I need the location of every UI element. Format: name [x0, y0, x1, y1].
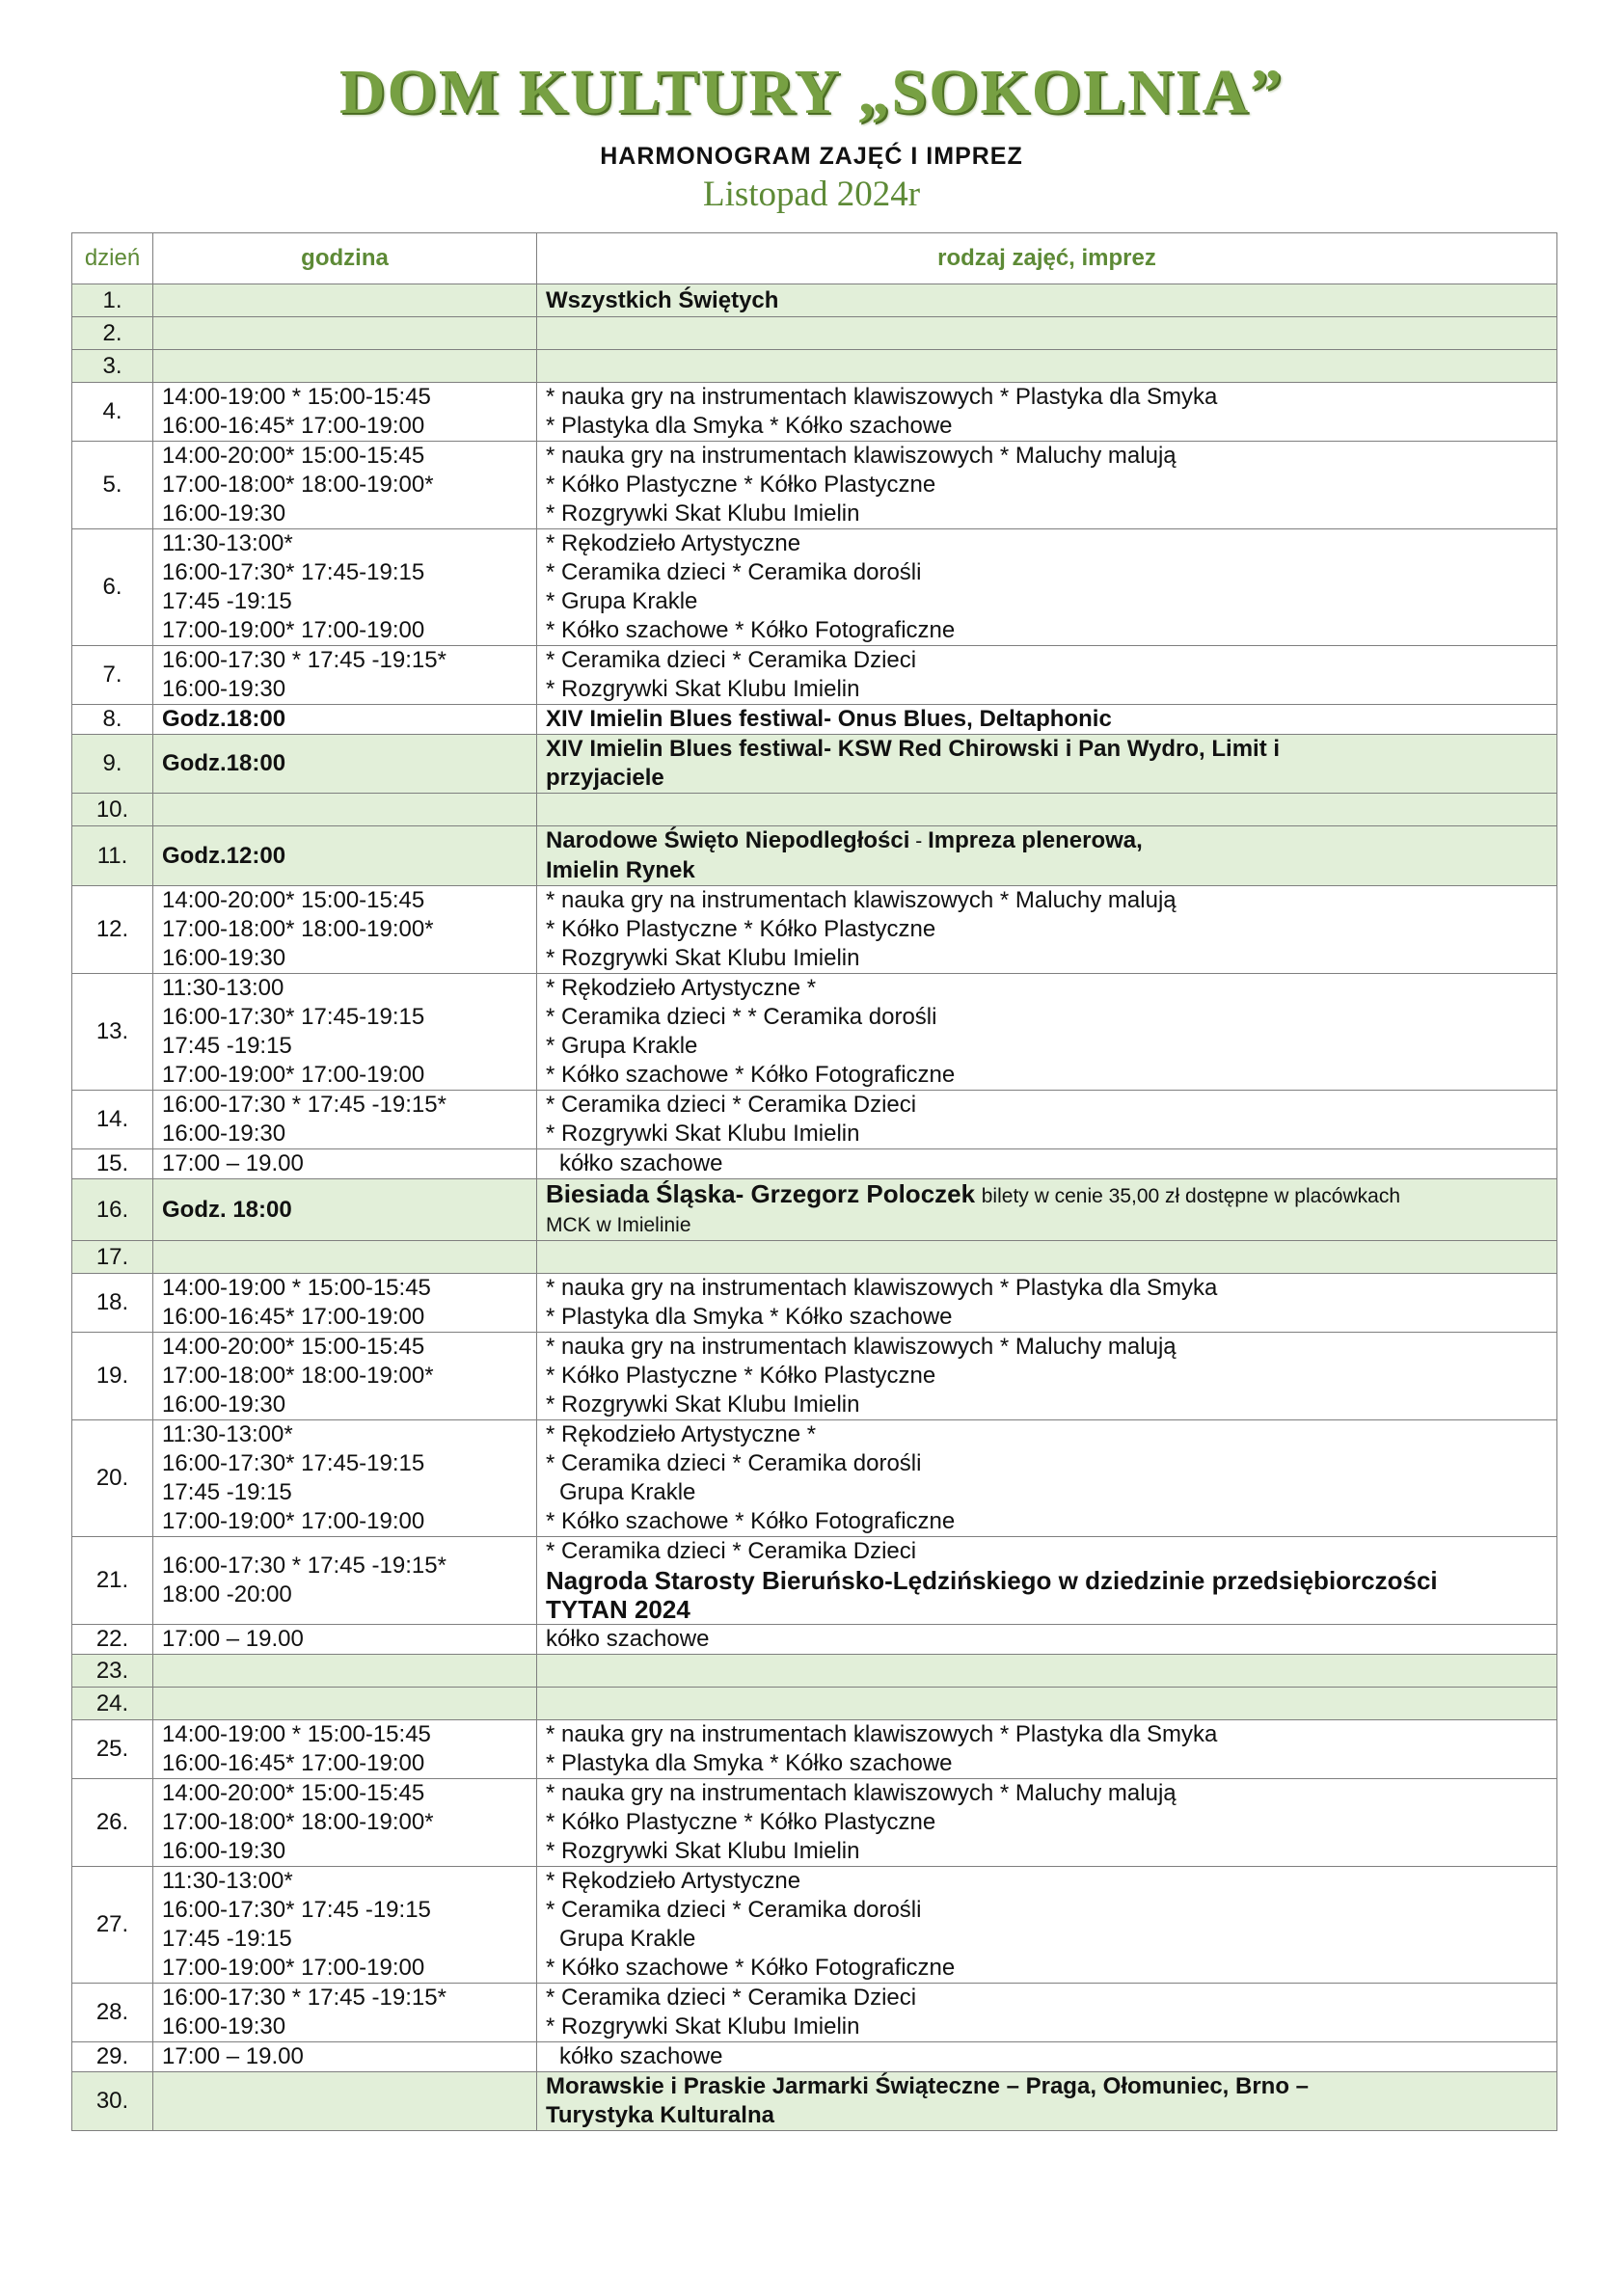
table-row [72, 1625, 1557, 1655]
day-cell: 20. [72, 1420, 153, 1537]
activity-cell [537, 1655, 1557, 1688]
activity-line: * Rozgrywki Skat Klubu Imielin [546, 676, 860, 702]
hour-line: 17:00-19:00* 17:00-19:00 [162, 1955, 425, 1981]
activity-line: * nauka gry na instrumentach klawiszowych * Maluchy malują [546, 1780, 1177, 1806]
hour-cell [153, 317, 537, 350]
hour-line: 16:00-19:30 [162, 1121, 286, 1147]
activity-cell [537, 1241, 1557, 1274]
day-cell: 22. [72, 1625, 153, 1655]
day-cell: 14. [72, 1091, 153, 1149]
activity-cell: XIV Imielin Blues festiwal- Onus Blues, Deltaphonic [537, 705, 1557, 735]
column-header-hour: godzina [153, 233, 537, 284]
day-cell: 8. [72, 705, 153, 735]
hour-line: 11:30-13:00* [162, 1421, 293, 1447]
hour-cell: 17:00 – 19.00 [153, 1625, 537, 1655]
hour-cell [153, 1720, 537, 1779]
activity-line: * Ceramika dzieci * Ceramika Dzieci [546, 647, 917, 673]
table-row [72, 1420, 1557, 1537]
day-cell: 13. [72, 974, 153, 1091]
hour-line: 17:00-18:00* 18:00-19:00* [162, 1363, 434, 1389]
hour-line: 17:00-18:00* 18:00-19:00* [162, 916, 434, 942]
table-row [72, 1241, 1557, 1274]
hour-line: 16:00-16:45* 17:00-19:00 [162, 1750, 425, 1776]
hour-cell: Godz.18:00 [153, 705, 537, 735]
activity-line: * Ceramika dzieci * Ceramika dorośli [546, 559, 922, 585]
hour-cell [153, 1333, 537, 1420]
activity-cell [537, 442, 1557, 529]
activity-cell [537, 1867, 1557, 1984]
activity-line: * Rękodzieło Artystyczne * [546, 975, 817, 1001]
day-cell: 29. [72, 2042, 153, 2072]
hour-cell [153, 1420, 537, 1537]
table-row [72, 735, 1557, 794]
hour-line: 16:00-17:30* 17:45-19:15 [162, 1004, 425, 1030]
activity-line: kółko szachowe [559, 1150, 723, 1176]
activity-cell [537, 350, 1557, 383]
table-row [72, 886, 1557, 974]
hour-line: 16:00-16:45* 17:00-19:00 [162, 1304, 425, 1330]
table-row [72, 705, 1557, 735]
activity-cell: kółko szachowe [537, 1625, 1557, 1655]
hour-line: 16:00-17:30* 17:45-19:15 [162, 559, 425, 585]
ticket-info: bilety w cenie 35,00 zł dostępne w placówkach [981, 1185, 1401, 1207]
hour-cell [153, 1779, 537, 1867]
schedule-table [71, 232, 1557, 2131]
day-cell: 30. [72, 2072, 153, 2131]
hour-line: 17:45 -19:15 [162, 1479, 292, 1505]
table-row [72, 1688, 1557, 1720]
hour-line: 14:00-20:00* 15:00-15:45 [162, 1334, 425, 1360]
activity-line: * Grupa Krakle [546, 588, 698, 614]
hour-cell [153, 646, 537, 705]
activity-cell [537, 1333, 1557, 1420]
hour-cell [153, 442, 537, 529]
hour-cell [153, 284, 537, 317]
activity-line [546, 1478, 1548, 1507]
activity-cell [537, 1420, 1557, 1537]
day-cell: 26. [72, 1779, 153, 1867]
hour-cell [153, 794, 537, 826]
activity-line: * Rozgrywki Skat Klubu Imielin [546, 1838, 860, 1864]
column-header-activity: rodzaj zajęć, imprez [537, 233, 1557, 284]
table-row [72, 1091, 1557, 1149]
hour-line: 11:30-13:00* [162, 530, 293, 556]
activity-line: * Rękodzieło Artystyczne [546, 1868, 801, 1894]
hour-cell [153, 529, 537, 646]
hour-line: 16:00-17:30 * 17:45 -19:15* [162, 1985, 446, 2011]
activity-line: * nauka gry na instrumentach klawiszowych * Maluchy malują [546, 443, 1177, 469]
hour-line: 16:00-19:30 [162, 500, 286, 527]
day-cell: 7. [72, 646, 153, 705]
hour-cell [153, 1655, 537, 1688]
hour-line: 16:00-19:30 [162, 1391, 286, 1418]
table-row [72, 1179, 1557, 1241]
activity-line: Imielin Rynek [546, 857, 695, 883]
hour-line: 16:00-19:30 [162, 945, 286, 971]
event-type: Impreza plenerowa, [928, 827, 1143, 853]
activity-text: Grupa Krakle [559, 1926, 696, 1952]
activity-line: * Rozgrywki Skat Klubu Imielin [546, 1121, 860, 1147]
table-row [72, 974, 1557, 1091]
activity-cell [537, 646, 1557, 705]
activity-cell [537, 2072, 1557, 2131]
hour-line: 14:00-19:00 * 15:00-15:45 [162, 1275, 431, 1301]
activity-cell [537, 1091, 1557, 1149]
activity-line: * nauka gry na instrumentach klawiszowych * Maluchy malują [546, 887, 1177, 913]
activity-line: * nauka gry na instrumentach klawiszowych * Plastyka dla Smyka [546, 1275, 1218, 1301]
hour-cell [153, 1091, 537, 1149]
hour-cell [153, 974, 537, 1091]
table-row [72, 2042, 1557, 2072]
page-subtitle: HARMONOGRAM ZAJĘĆ I IMPREZ [600, 143, 1023, 170]
hour-line: 16:00-17:30* 17:45-19:15 [162, 1450, 425, 1476]
activity-line: * Rozgrywki Skat Klubu Imielin [546, 2013, 860, 2039]
activity-line: * Ceramika dzieci * Ceramika dorośli [546, 1450, 922, 1476]
day-cell: 4. [72, 383, 153, 442]
hour-cell [153, 1688, 537, 1720]
table-row [72, 2072, 1557, 2131]
page-title: DOM KULTURY „SOKOLNIA” [338, 57, 1285, 127]
activity-cell [537, 1984, 1557, 2042]
day-cell: 9. [72, 735, 153, 794]
hour-line: 17:00-18:00* 18:00-19:00* [162, 1809, 434, 1835]
table-row [72, 1984, 1557, 2042]
hour-cell: 17:00 – 19.00 [153, 2042, 537, 2072]
day-cell: 5. [72, 442, 153, 529]
column-header-day: dzień [72, 233, 153, 284]
activity-line: * Kółko szachowe * Kółko Fotograficzne [546, 617, 956, 643]
hour-cell: Godz.12:00 [153, 826, 537, 886]
activity-text: Grupa Krakle [559, 1479, 696, 1505]
table-row [72, 1720, 1557, 1779]
hour-line: 17:45 -19:15 [162, 1926, 292, 1952]
hour-line: 14:00-19:00 * 15:00-15:45 [162, 384, 431, 410]
activity-line: * Kółko Plastyczne * Kółko Plastyczne [546, 1363, 936, 1389]
activity-line: * Kółko szachowe * Kółko Fotograficzne [546, 1508, 956, 1534]
day-cell: 1. [72, 284, 153, 317]
activity-line: * Kółko Plastyczne * Kółko Plastyczne [546, 472, 936, 498]
activity-cell [537, 826, 1557, 886]
activity-line: * Plastyka dla Smyka * Kółko szachowe [546, 413, 953, 439]
activity-line: * nauka gry na instrumentach klawiszowych * Plastyka dla Smyka [546, 384, 1218, 410]
activity-line: * Kółko szachowe * Kółko Fotograficzne [546, 1062, 956, 1088]
activity-line: * Kółko Plastyczne * Kółko Plastyczne [546, 916, 936, 942]
hour-cell [153, 1537, 537, 1625]
hour-line: 17:45 -19:15 [162, 1033, 292, 1059]
activity-line: * Plastyka dla Smyka * Kółko szachowe [546, 1750, 953, 1776]
event-name: Biesiada Śląska- Grzegorz Poloczek [546, 1179, 976, 1208]
table-row [72, 1867, 1557, 1984]
activity-line [546, 826, 1548, 856]
table-row [72, 317, 1557, 350]
activity-line: * Grupa Krakle [546, 1033, 698, 1059]
day-cell: 2. [72, 317, 153, 350]
activity-line: Turystyka Kulturalna [546, 2102, 774, 2128]
activity-line: * Plastyka dla Smyka * Kółko szachowe [546, 1304, 953, 1330]
table-row [72, 1655, 1557, 1688]
activity-cell [537, 383, 1557, 442]
activity-line: * Rozgrywki Skat Klubu Imielin [546, 500, 860, 527]
activity-line: * Rękodzieło Artystyczne * [546, 1421, 817, 1447]
hour-line: 17:00-19:00* 17:00-19:00 [162, 1508, 425, 1534]
activity-line: * Ceramika dzieci * Ceramika dorośli [546, 1897, 922, 1923]
hour-cell [153, 383, 537, 442]
activity-line: * Rękodzieło Artystyczne [546, 530, 801, 556]
day-cell: 6. [72, 529, 153, 646]
table-row [72, 1333, 1557, 1420]
day-cell: 16. [72, 1179, 153, 1241]
day-cell: 23. [72, 1655, 153, 1688]
activity-cell [537, 2042, 1557, 2072]
hour-cell [153, 886, 537, 974]
activity-cell [537, 735, 1557, 794]
activity-line [546, 1925, 1548, 1954]
hour-line: 14:00-19:00 * 15:00-15:45 [162, 1721, 431, 1747]
activity-cell [537, 1779, 1557, 1867]
hour-line: 16:00-19:30 [162, 2013, 286, 2039]
hour-cell [153, 1984, 537, 2042]
hour-line: 16:00-16:45* 17:00-19:00 [162, 413, 425, 439]
hour-cell [153, 1274, 537, 1333]
activity-line: * Rozgrywki Skat Klubu Imielin [546, 1391, 860, 1418]
hour-line: 16:00-19:30 [162, 676, 286, 702]
table-row [72, 1537, 1557, 1625]
activity-line: kółko szachowe [559, 2043, 723, 2069]
table-row [72, 284, 1557, 317]
hour-cell [153, 350, 537, 383]
hour-line: 17:00-18:00* 18:00-19:00* [162, 472, 434, 498]
activity-line: * nauka gry na instrumentach klawiszowych * Plastyka dla Smyka [546, 1721, 1218, 1747]
activity-cell [537, 794, 1557, 826]
activity-line: * Rozgrywki Skat Klubu Imielin [546, 945, 860, 971]
hour-cell [153, 1241, 537, 1274]
activity-cell [537, 317, 1557, 350]
table-row [72, 529, 1557, 646]
activity-cell [537, 1179, 1557, 1241]
activity-cell [537, 1720, 1557, 1779]
hour-cell: Godz.18:00 [153, 735, 537, 794]
hour-cell [153, 1867, 537, 1984]
hour-line: 14:00-20:00* 15:00-15:45 [162, 443, 425, 469]
day-cell: 11. [72, 826, 153, 886]
day-cell: 12. [72, 886, 153, 974]
activity-line: * nauka gry na instrumentach klawiszowych * Maluchy malują [546, 1334, 1177, 1360]
hour-line: 17:00-19:00* 17:00-19:00 [162, 1062, 425, 1088]
table-row [72, 826, 1557, 886]
hour-cell [153, 2072, 537, 2131]
day-cell: 17. [72, 1241, 153, 1274]
activity-line: MCK w Imielinie [546, 1214, 691, 1236]
activity-line: * Ceramika dzieci * * Ceramika dorośli [546, 1004, 937, 1030]
hour-line: 17:45 -19:15 [162, 588, 292, 614]
table-row [72, 646, 1557, 705]
month-label: Listopad 2024r [702, 175, 921, 214]
activity-line: TYTAN 2024 [546, 1595, 690, 1624]
activity-line: * Ceramika dzieci * Ceramika Dzieci [546, 1538, 917, 1564]
hour-line: 11:30-13:00* [162, 1868, 293, 1894]
day-cell: 25. [72, 1720, 153, 1779]
day-cell: 18. [72, 1274, 153, 1333]
table-row [72, 1149, 1557, 1179]
activity-line [546, 1179, 1548, 1211]
hour-line: 16:00-17:30 * 17:45 -19:15* [162, 1092, 446, 1118]
hour-line: 18:00 -20:00 [162, 1581, 292, 1607]
hour-line: 16:00-17:30* 17:45 -19:15 [162, 1897, 431, 1923]
activity-line: Nagroda Starosty Bieruńsko-Lędzińskiego w dziedzinie przedsiębiorczości [546, 1566, 1438, 1595]
table-row [72, 383, 1557, 442]
day-cell: 3. [72, 350, 153, 383]
activity-line: XIV Imielin Blues festiwal- KSW Red Chirowski i Pan Wydro, Limit i [546, 736, 1281, 762]
holiday-name: Narodowe Święto Niepodległości [546, 827, 910, 853]
day-cell: 15. [72, 1149, 153, 1179]
table-row [72, 442, 1557, 529]
hour-line: 14:00-20:00* 15:00-15:45 [162, 1780, 425, 1806]
activity-line: * Ceramika dzieci * Ceramika Dzieci [546, 1092, 917, 1118]
activity-cell [537, 974, 1557, 1091]
activity-cell [537, 1274, 1557, 1333]
activity-cell [537, 1688, 1557, 1720]
day-cell: 28. [72, 1984, 153, 2042]
hour-cell: Godz. 18:00 [153, 1179, 537, 1241]
separator: - [909, 830, 929, 852]
activity-line: przyjaciele [546, 765, 664, 791]
day-cell: 10. [72, 794, 153, 826]
day-cell: 19. [72, 1333, 153, 1420]
day-cell: 21. [72, 1537, 153, 1625]
day-cell: 24. [72, 1688, 153, 1720]
hour-line: 14:00-20:00* 15:00-15:45 [162, 887, 425, 913]
table-row [72, 1274, 1557, 1333]
activity-cell [537, 1537, 1557, 1625]
table-row [72, 350, 1557, 383]
hour-line: 16:00-17:30 * 17:45 -19:15* [162, 647, 446, 673]
hour-line: 16:00-19:30 [162, 1838, 286, 1864]
hour-line: 11:30-13:00 [162, 975, 284, 1001]
activity-cell [537, 886, 1557, 974]
day-cell: 27. [72, 1867, 153, 1984]
activity-cell [537, 1149, 1557, 1179]
activity-line: Morawskie i Praskie Jarmarki Świąteczne – Praga, Ołomuniec, Brno – [546, 2073, 1310, 2099]
hour-cell: 17:00 – 19.00 [153, 1149, 537, 1179]
activity-line: * Kółko Plastyczne * Kółko Plastyczne [546, 1809, 936, 1835]
hour-line: 17:00-19:00* 17:00-19:00 [162, 617, 425, 643]
activity-line: * Kółko szachowe * Kółko Fotograficzne [546, 1955, 956, 1981]
activity-line: * Ceramika dzieci * Ceramika Dzieci [546, 1985, 917, 2011]
hour-line: 16:00-17:30 * 17:45 -19:15* [162, 1553, 446, 1579]
activity-cell [537, 529, 1557, 646]
activity-cell: Wszystkich Świętych [537, 284, 1557, 317]
table-row [72, 1779, 1557, 1867]
table-row [72, 794, 1557, 826]
table-header-row [72, 233, 1557, 284]
